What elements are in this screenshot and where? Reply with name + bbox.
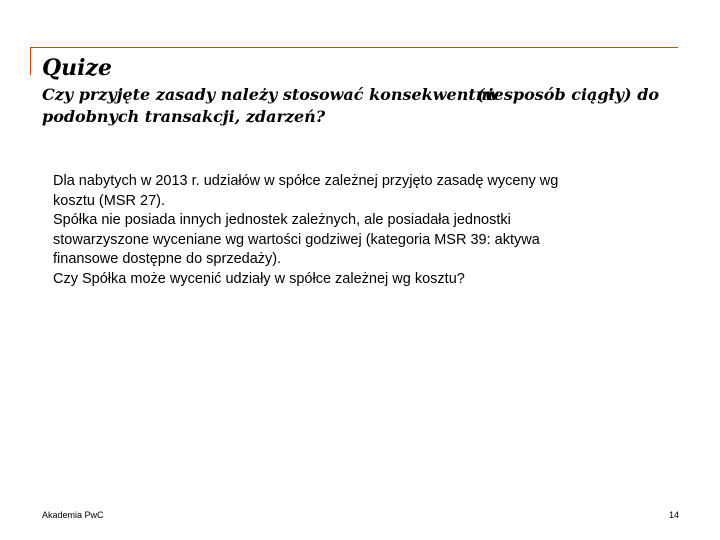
- footer-source: Akademia PwC: [42, 510, 104, 520]
- slide-title: Quize: [42, 55, 113, 81]
- header-rule: [30, 47, 678, 48]
- case-line: stowarzyszone wyceniane wg wartości godziwej (kategoria MSR 39: aktywa: [53, 231, 540, 248]
- page-number: 14: [668, 510, 679, 520]
- case-description: [53, 172, 613, 289]
- question-line-1-part-a: Czy przyjęte zasady należy stosować konsekwentnie: [42, 85, 504, 104]
- slide-question: [42, 84, 682, 128]
- case-line: finansowe dostępne do sprzedaży).: [53, 251, 282, 267]
- header-corner-rule: [30, 47, 31, 75]
- question-line-1: [42, 84, 682, 106]
- case-line: kosztu (MSR 27).: [53, 192, 165, 209]
- question-line-1-part-b: (w sposób ciągły) do: [477, 85, 660, 104]
- case-line: Spółka nie posiada innych jednostek zależnych, ale posiadała jednostki: [53, 212, 511, 228]
- case-line: Dla nabytych w 2013 r. udziałów w spółce zależnej przyjęto zasadę wyceny wg: [53, 173, 559, 189]
- question-line-2: podobnych transakcji, zdarzeń?: [42, 107, 326, 126]
- case-question: Czy Spółka może wycenić udziały w spółce zależnej wg kosztu?: [53, 270, 465, 287]
